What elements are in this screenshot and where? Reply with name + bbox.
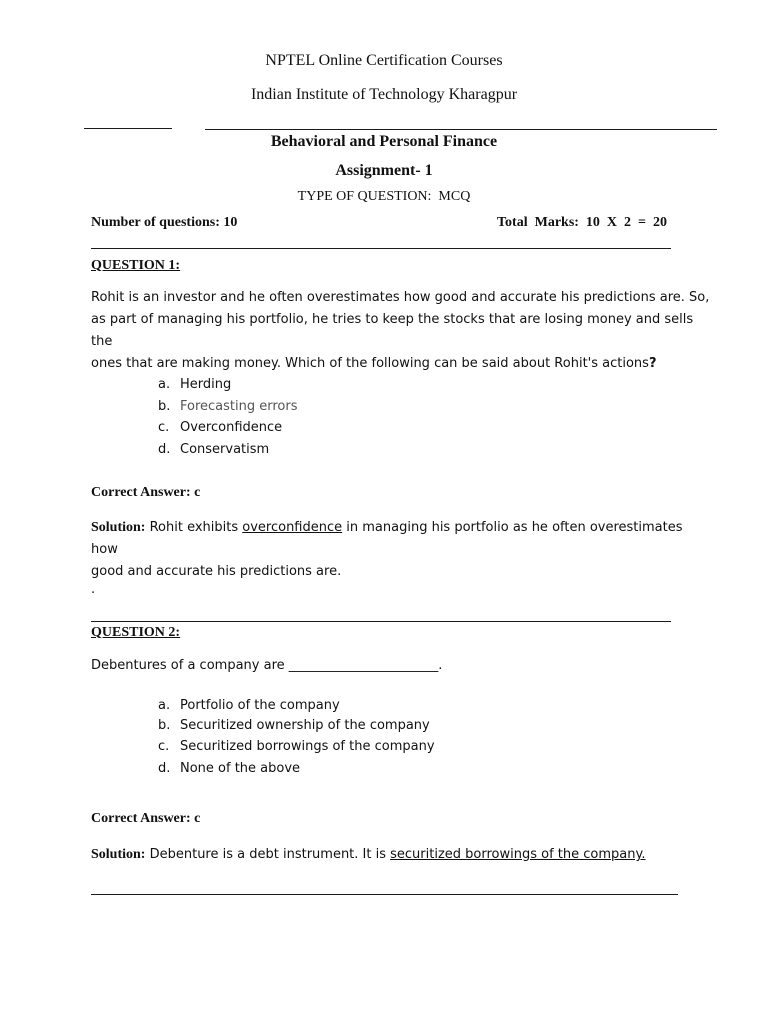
q1-option-a-text: Herding [180, 377, 232, 392]
q1-option-b[interactable] [158, 398, 298, 416]
question-2-solution-label: Solution: [91, 847, 146, 862]
course-title: Behavioral and Personal Finance [270, 133, 498, 150]
q2-option-a[interactable] [158, 697, 340, 715]
number-of-questions: Number of questions: 10 [91, 215, 238, 230]
question-2-correct-answer: Correct Answer: c [91, 811, 201, 826]
assignment-title: Assignment- 1 [335, 162, 433, 179]
question-1-solution-keyword: overconfidence [242, 520, 343, 535]
question-1-solution-line-2: good and accurate his predictions are. [91, 564, 342, 579]
total-marks: Total Marks: 10 X 2 = 20 [497, 215, 668, 230]
q2-option-c-letter: c. [158, 739, 170, 754]
q1-option-c-letter: c. [158, 420, 170, 435]
q1-option-c[interactable] [158, 419, 282, 437]
question-2-solution: Solution: Debenture is a debt instrument. It is securitized borrowings of the company. [91, 847, 646, 862]
question-1-line-3: ones that are making money. Which of the following can be said about Rohit's actions? [91, 356, 657, 371]
q1-option-d[interactable] [158, 441, 269, 459]
q1-option-b-text: Forecasting errors [180, 399, 298, 414]
q1-option-d-letter: d. [158, 442, 171, 457]
question-type: TYPE OF QUESTION: MCQ [297, 189, 471, 204]
question-1-solution-line-1: Solution: Rohit exhibits overconfidence in managing his portfolio as he often overestimates how [91, 520, 683, 557]
question-1-line-1: Rohit is an investor and he often overestimates how good and accurate his predictions are. So, [91, 290, 710, 305]
q1-option-b-letter: b. [158, 399, 171, 414]
header-rule-left [84, 128, 172, 129]
question-1-qmark: ? [648, 356, 657, 371]
q1-option-a[interactable] [158, 376, 231, 394]
question-1-text [91, 287, 711, 375]
q2-option-d[interactable] [158, 760, 300, 778]
q2-option-b[interactable] [158, 717, 430, 735]
header-line-1: NPTEL Online Certification Courses [265, 52, 503, 69]
question-1-solution-label: Solution: [91, 520, 146, 535]
q2-option-d-text: None of the above [180, 761, 301, 776]
q2-option-c-text: Securitized borrowings of the company [180, 739, 435, 754]
q1-option-a-letter: a. [158, 377, 171, 392]
q2-option-d-letter: d. [158, 761, 171, 776]
q2-option-b-text: Securitized ownership of the company [180, 718, 430, 733]
q2-option-b-letter: b. [158, 718, 171, 733]
q2-option-a-text: Portfolio of the company [180, 698, 340, 713]
q2-option-a-letter: a. [158, 698, 171, 713]
question-1-line-2: as part of managing his portfolio, he tries to keep the stocks that are losing money and sells the [91, 312, 694, 349]
question-2-heading: QUESTION 2: [91, 625, 181, 640]
section-rule-2 [91, 621, 671, 622]
question-2-solution-keyword: securitized borrowings of the company. [390, 847, 646, 862]
section-rule-1 [91, 248, 671, 249]
section-rule-3 [91, 894, 678, 895]
trailing-dot: . [91, 582, 96, 597]
question-1-solution [91, 517, 711, 583]
header-rule-main [205, 129, 717, 130]
q1-option-c-text: Overconfidence [180, 420, 283, 435]
question-1-correct-answer: Correct Answer: c [91, 485, 201, 500]
q2-option-c[interactable] [158, 738, 435, 756]
question-1-heading: QUESTION 1: [91, 258, 181, 273]
question-2-text: Debentures of a company are _______________________. [91, 658, 443, 673]
q1-option-d-text: Conservatism [180, 442, 270, 457]
header-line-2: Indian Institute of Technology Kharagpur [250, 86, 518, 103]
